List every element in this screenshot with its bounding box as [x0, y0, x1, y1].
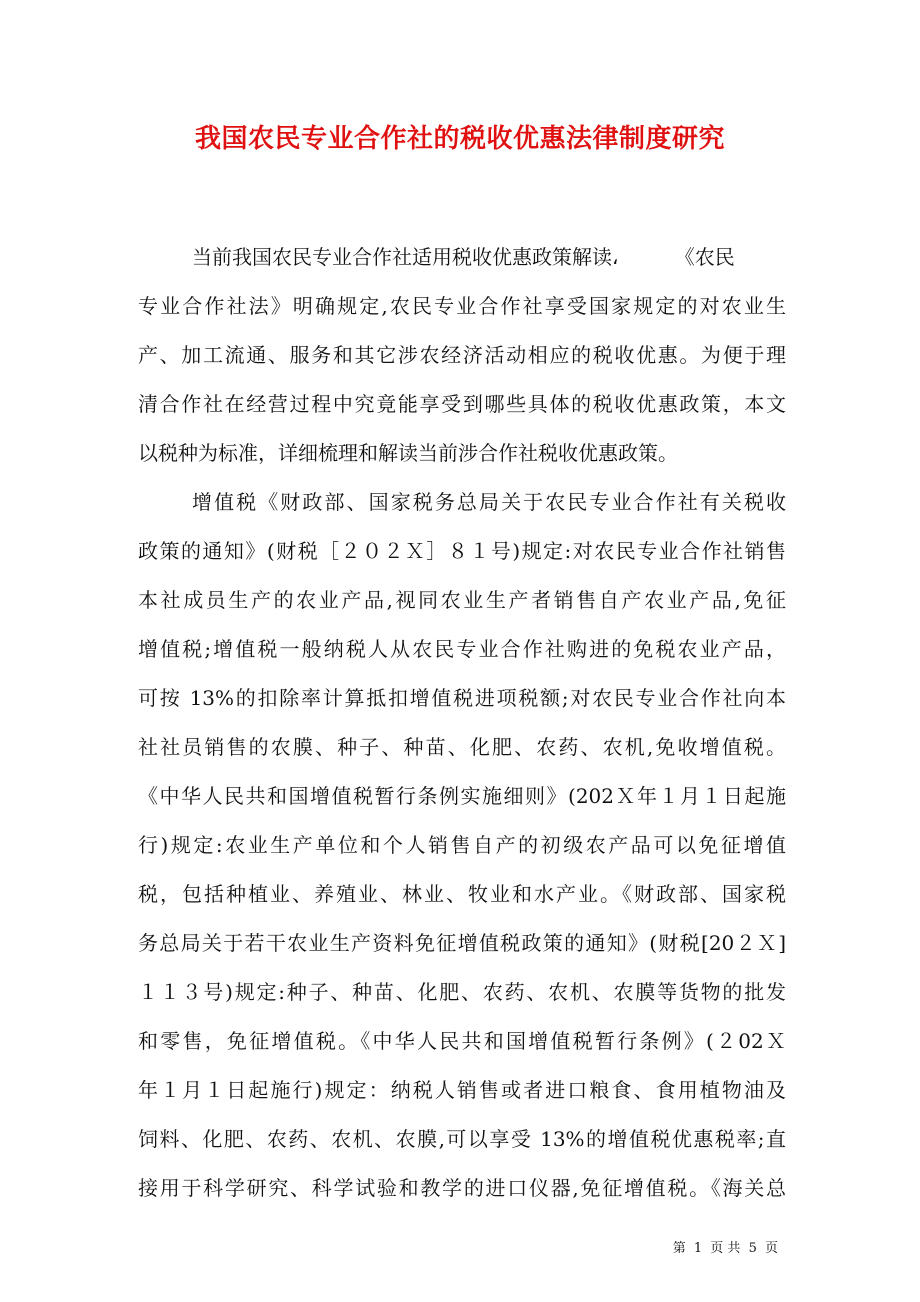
body-line: 当前我国农民专业合作社适用税收优惠政策解读، 《农民: [192, 245, 735, 269]
body-line: 增值税《财政部、国家税务总局关于农民专业合作社有关税收: [192, 490, 786, 514]
body-line: 《中华人民共和国增值税暂行条例实施细则》(202Ｘ年１月１日起施: [138, 784, 786, 808]
footer-suffix: 页: [764, 1241, 778, 1256]
body-line: 政策的通知》(财税［２０２Ｘ］８１号)规定:对农民专业合作社销售: [138, 539, 786, 563]
body-line: 本社成员生产的农业产品,视同农业生产者销售自产农业产品,免征: [138, 588, 786, 612]
document-title: 我国农民专业合作社的税收优惠法律制度研究: [194, 124, 725, 154]
body-line: 务总局关于若干农业生产资料免征增值税政策的通知》(财税[20２Ｘ]: [138, 931, 786, 955]
body-line: １１３号)规定:种子、种苗、化肥、农药、农机、农膜等货物的批发: [138, 980, 786, 1004]
body-line: 可按 13%的扣除率计算抵扣增值税进项税额;对农民专业合作社向本: [138, 686, 786, 710]
body-line: 和零售，免征增值税。《中华人民共和国增值税暂行条例》(２02Ｘ: [138, 1029, 786, 1053]
footer-prefix: 第: [672, 1241, 686, 1256]
body-line: 税，包括种植业、养殖业、林业、牧业和水产业。《财政部、国家税: [138, 882, 786, 906]
body-line: 接用于科学研究、科学试验和教学的进口仪器,免征增值税。《海关总: [138, 1176, 786, 1200]
current-page-number: 1: [693, 1241, 703, 1256]
page-footer: [671, 1237, 780, 1256]
body-line: 行)规定:农业生产单位和个人销售自产的初级农产品可以免征增值: [138, 833, 786, 857]
body-line: 增值税;增值税一般纳税人从农民专业合作社购进的免税农业产品，: [138, 637, 786, 661]
body-line: 以税种为标准，详细梳理和解读当前涉合作社税收优惠政策。: [138, 441, 678, 465]
body-line: 产、加工流通、服务和其它涉农经济活动相应的税收优惠。为便于理: [138, 343, 786, 367]
body-line: 专业合作社法》明确规定,农民专业合作社享受国家规定的对农业生: [138, 294, 786, 318]
total-page-count: 5: [748, 1241, 757, 1256]
footer-middle: 页 共: [710, 1241, 741, 1256]
body-line: 社社员销售的农膜、种子、种苗、化肥、农药、农机,免收增值税。: [138, 735, 786, 759]
body-line: 饲料、化肥、农药、农机、农膜,可以享受 13%的增值税优惠税率;直: [138, 1127, 786, 1151]
body-line: 清合作社在经营过程中究竟能享受到哪些具体的税收优惠政策，本文: [138, 392, 786, 416]
body-line: 年１月１日起施行)规定：纳税人销售或者进口粮食、食用植物油及: [138, 1078, 786, 1102]
